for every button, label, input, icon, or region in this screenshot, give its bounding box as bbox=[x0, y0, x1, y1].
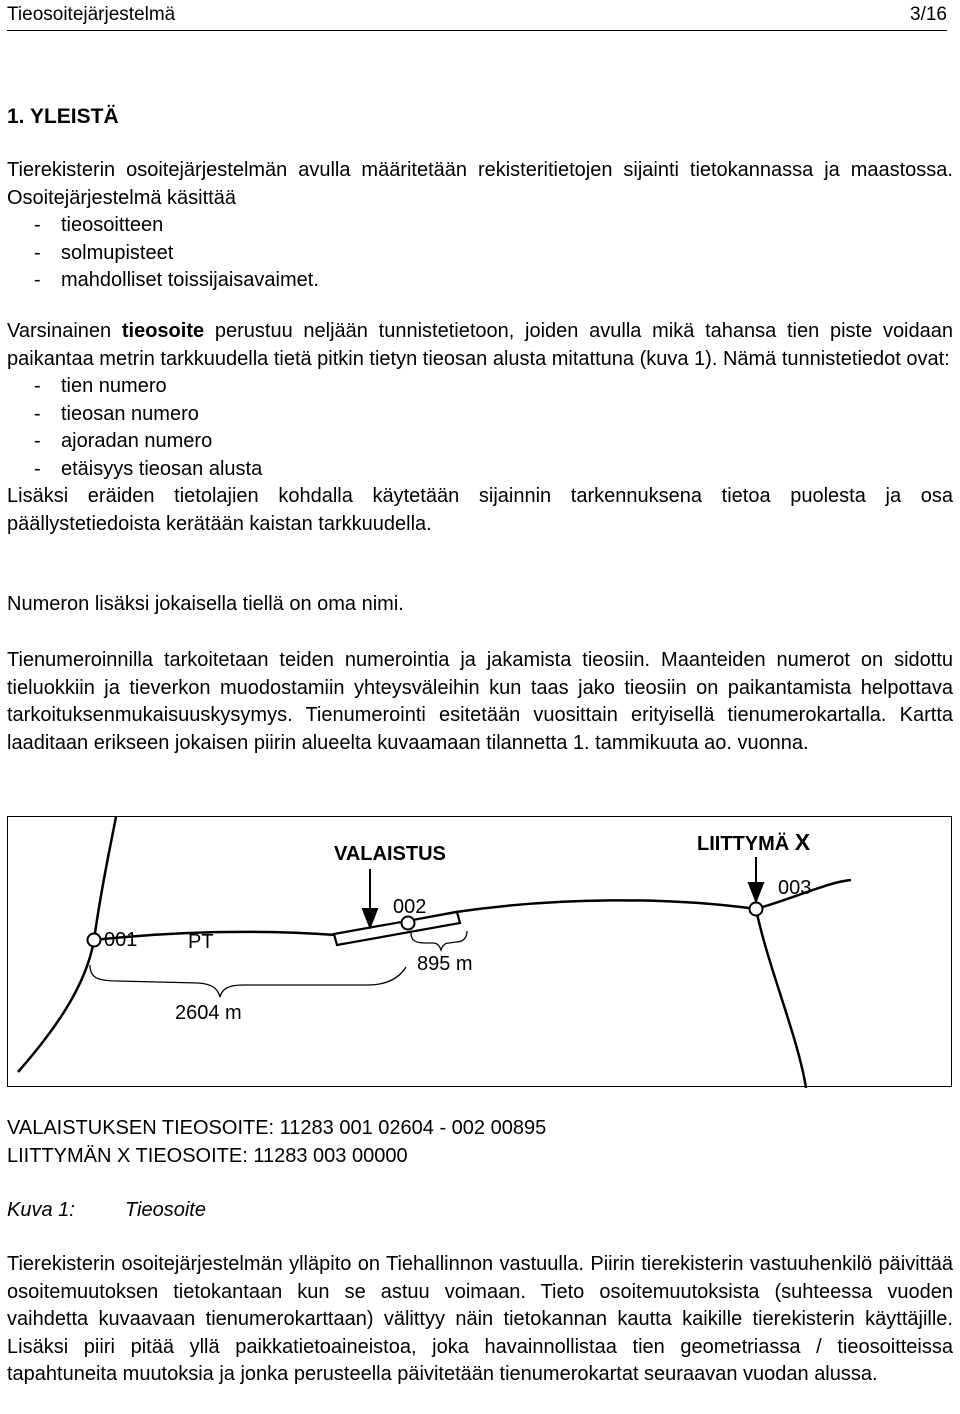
label-x: X bbox=[794, 829, 811, 855]
road-left-branch bbox=[18, 817, 116, 1072]
list-dash: - bbox=[34, 402, 41, 425]
numbering-paragraph: Tienumeroinnilla tarkoitetaan teiden numerointia ja jakamista tieosiin. Maanteiden numerot on sidottu tieluokkiin ja tieverkon muodostamiin yhteysväleihin kun taas jako tieosiin on paikantamista helpottava tarkoituksenmukaisuuskysymys. Tienumerointi esitetään vuosittain erityisellä tienumerokartalla. Kartta laaditaan erikseen jokaisen piirin alueelta kuvaamaan tilannetta 1. tammikuuta ao. vuonna. bbox=[7, 649, 953, 754]
list-item: - solmupisteet bbox=[34, 240, 953, 268]
address-paragraph bbox=[7, 318, 953, 538]
list-dash: - bbox=[34, 269, 41, 291]
list-item: - tien numero bbox=[34, 373, 953, 401]
intro-text: Tierekisterin osoitejärjestelmän avulla määritetään rekisteritietojen sijainti tietokannassa ja maastossa. Osoitejärjestelmä käsittää bbox=[7, 159, 953, 209]
list-dash: - bbox=[34, 375, 41, 397]
figure-box bbox=[7, 816, 952, 1087]
document-title: Tieosoitejärjestelmä bbox=[7, 4, 176, 25]
result-valaistus: VALAISTUKSEN TIEOSOITE: 11283 001 02604 - 002 00895 bbox=[7, 1117, 547, 1139]
list-item: - mahdolliset toissijaisavaimet. bbox=[34, 267, 953, 295]
page-header bbox=[7, 4, 947, 31]
list-dash: - bbox=[34, 214, 41, 236]
label-003: 003 bbox=[778, 877, 812, 899]
bold-term: tieosoite bbox=[121, 320, 205, 342]
arrow-liittyma-head bbox=[749, 883, 763, 901]
label-liittyma: LIITTYMÄ X bbox=[697, 829, 811, 855]
caption-title: Tieosoite bbox=[125, 1199, 206, 1221]
maintenance-paragraph: Tierekisterin osoitejärjestelmän ylläpito on Tiehallinnon vastuulla. Piirin tierekisterin vastuuhenkilö päivittää osoitemuutoksen tietokantaan kun se astuu voimaan. Tieto osoitemuutoksista (suhteessa vuoden vaihdetta kuvaavaan tienumerokarttaan) välittyy näin tietokannan kautta kaikille tierekisterin käyttäjille. Lisäksi piiri pitää yllä paikkatietoaineistoa, joka havainnollistaa tien geometriassa / tieosoitteissa tapahtuneita muutoksia ja jonka perusteella päivitetään tienumerokartat seuraavan vuodan alussa. bbox=[7, 1253, 953, 1385]
intro-list bbox=[7, 212, 953, 295]
label-pt: PT bbox=[188, 931, 214, 953]
brace-2604 bbox=[90, 965, 406, 997]
page-number: 3/16 bbox=[910, 4, 947, 25]
result-liittyma: LIITTYMÄN X TIEOSOITE: 11283 003 00000 bbox=[7, 1145, 408, 1167]
road-lower-branch bbox=[756, 909, 806, 1088]
node-001 bbox=[88, 934, 101, 947]
node-003 bbox=[750, 903, 763, 916]
list-item: - tieosan numero bbox=[34, 401, 953, 429]
identifier-list bbox=[7, 373, 953, 483]
section-heading: 1. YLEISTÄ bbox=[7, 105, 119, 128]
label-001: 001 bbox=[104, 929, 138, 951]
address-text: Varsinainen tieosoite perustuu neljään tunnistetietoon, joiden avulla mikä tahansa tien piste voidaan paikantaa metrin tarkkuudella tietä pitkin tietyn tieosan alusta mitattuna (kuva 1). Nämä tunnistetiedot ovat: bbox=[7, 320, 953, 370]
brace-895 bbox=[411, 931, 467, 950]
road-diagram bbox=[8, 817, 953, 1088]
label-002: 002 bbox=[393, 896, 427, 918]
caption-label: Kuva 1: bbox=[7, 1199, 75, 1221]
name-paragraph: Numeron lisäksi jokaisella tiellä on oma nimi. bbox=[7, 593, 404, 615]
list-dash: - bbox=[34, 241, 41, 264]
intro-paragraph bbox=[7, 157, 953, 295]
list-item: - etäisyys tieosan alusta bbox=[34, 456, 953, 484]
address-end-text: Lisäksi eräiden tietolajien kohdalla käytetään sijainnin tarkennuksena tietoa puolesta ja osa päällystetiedoista kerätään kaistan tarkkuudella. bbox=[7, 485, 953, 535]
figure-caption bbox=[7, 1199, 206, 1222]
arrow-valaistus-head bbox=[363, 909, 377, 927]
list-dash: - bbox=[34, 457, 41, 480]
label-valaistus: VALAISTUS bbox=[334, 843, 446, 865]
list-item: - ajoradan numero bbox=[34, 428, 953, 456]
list-item: - tieosoitteen bbox=[34, 212, 953, 240]
list-dash: - bbox=[34, 430, 41, 452]
label-895m: 895 m bbox=[417, 953, 473, 975]
label-2604m: 2604 m bbox=[175, 1002, 242, 1024]
